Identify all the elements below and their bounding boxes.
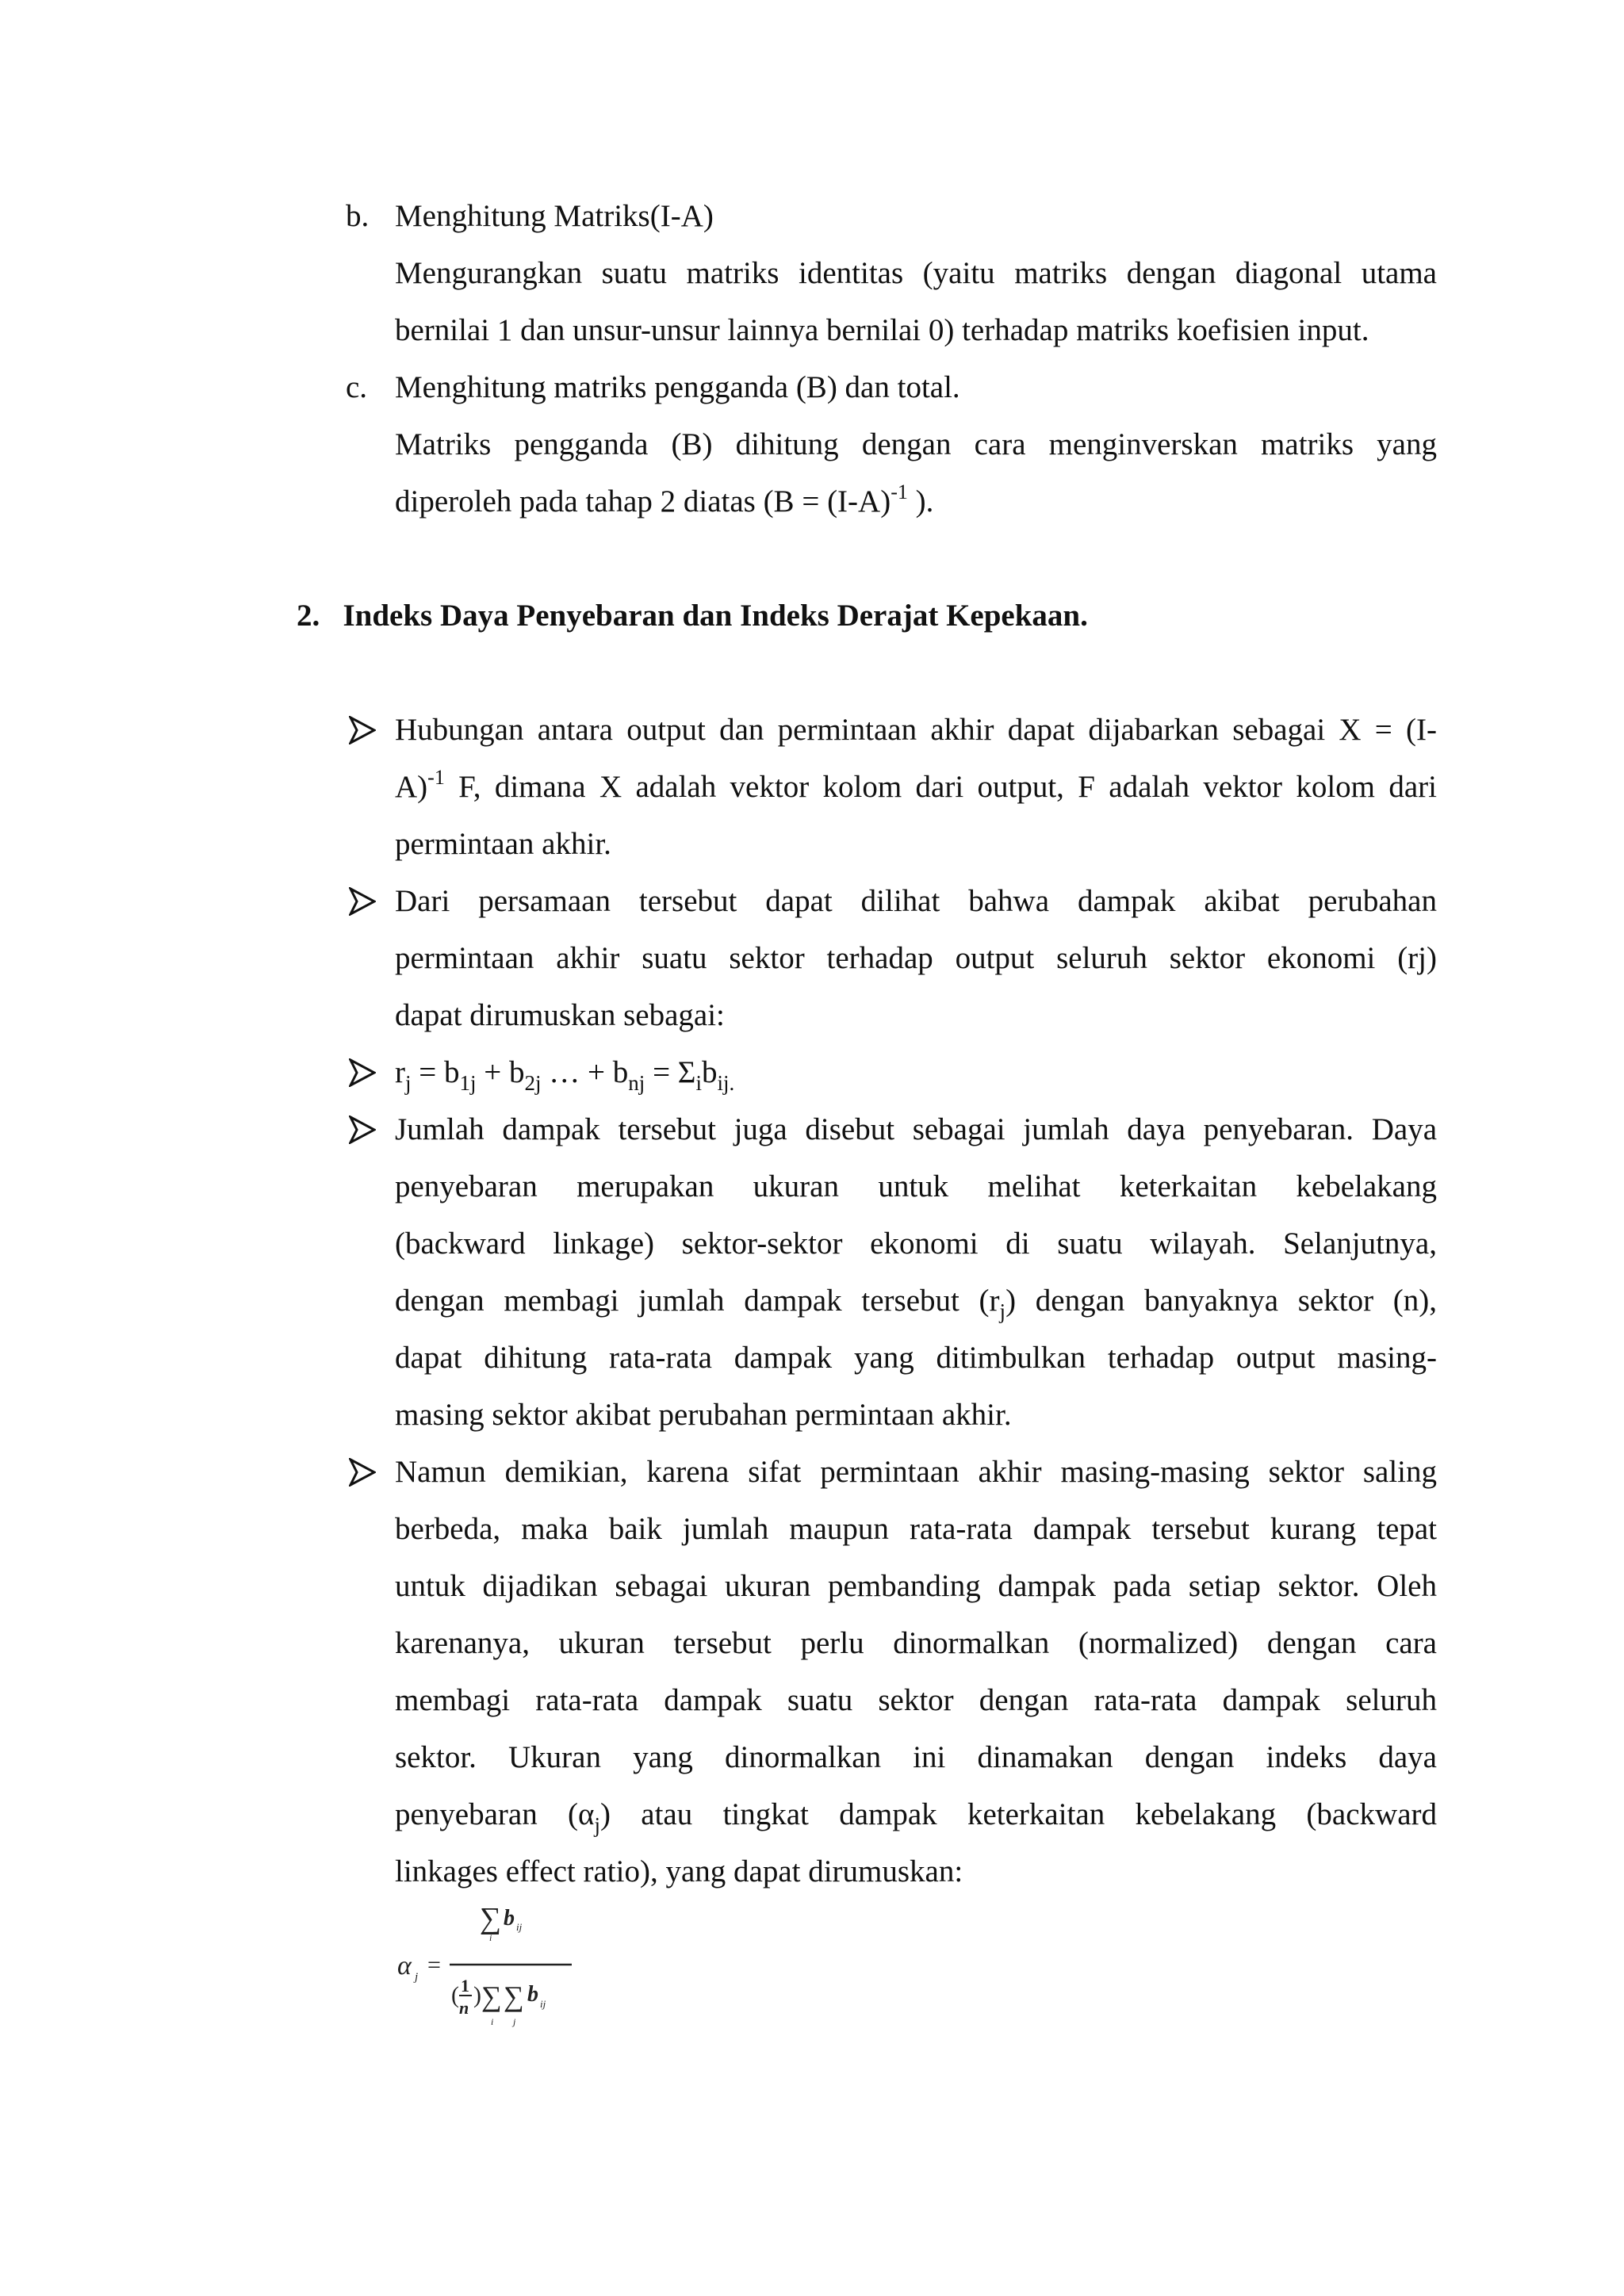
bullet-4-line-4: [395, 1281, 1437, 1323]
formula-alpha: α: [397, 1951, 412, 1980]
eq-plus-b: + b: [476, 1055, 525, 1089]
eq-sigma: = Σ: [645, 1055, 696, 1089]
eq-sub-i: i: [695, 1071, 703, 1095]
bullet-4-line-4-rest: ) dengan banyaknya sektor (n),: [1005, 1284, 1438, 1318]
eq-sub-nj: nj: [628, 1071, 645, 1095]
eq-b: b: [702, 1055, 718, 1089]
bullet-4-line-5: dapat dihitung rata-rata dampak yang ditimbulkan terhadap output masing-: [395, 1341, 1437, 1375]
bullet-4-line-1: Jumlah dampak tersebut juga disebut sebagai jumlah daya penyebaran. Daya: [395, 1112, 1437, 1146]
section-c-heading: Menghitung matriks pengganda (B) dan total.: [395, 370, 960, 404]
bullet-2-line-1: Dari persamaan tersebut dapat dilihat bahwa dampak akibat perubahan: [395, 884, 1437, 918]
arrowhead-bullet-icon: [349, 1058, 376, 1087]
bullet-4-line-3: (backward linkage) sektor-sektor ekonomi di suatu wilayah. Selanjutnya,: [395, 1226, 1437, 1261]
bullet-5-sub-j: j: [594, 1813, 600, 1837]
section-2-heading: 2. Indeks Daya Penyebaran dan Indeks Derajat Kepekaan.: [297, 599, 1088, 633]
bullet-1-line-2-start: A): [395, 770, 428, 804]
bullet-1-line-1: Hubungan antara output dan permintaan akhir dapat dijabarkan sebagai X = (I-: [395, 713, 1437, 747]
bullet-1-line-2: [395, 767, 1437, 810]
bullet-4-line-4-start: dengan membagi jumlah dampak tersebut (r: [395, 1284, 1000, 1318]
bullet-5-line-4: karenanya, ukuran tersebut perlu dinormalkan (normalized) dengan cara: [395, 1626, 1437, 1660]
bullet-5-line-1: Namun demikian, karena sifat permintaan akhir masing-masing sektor saling: [395, 1455, 1437, 1489]
formula-alpha-sub: j: [415, 1971, 419, 1984]
formula-den-b: b: [527, 1982, 538, 2007]
bullet-5-line-7-rest: ) atau tingkat dampak keterkaitan kebelakang (backward: [599, 1797, 1437, 1831]
arrowhead-bullet-icon: [349, 887, 376, 916]
bullet-5-line-6: sektor. Ukuran yang dinormalkan ini dinamakan dengan indeks daya: [395, 1740, 1437, 1774]
list-marker-c: c.: [346, 370, 368, 404]
formula-den-sigma-2-sub: j: [513, 2016, 516, 2027]
bullet-5-line-3: untuk dijadikan sebagai ukuran pembanding dampak pada setiap sektor. Oleh: [395, 1569, 1437, 1603]
section-b-heading: Menghitung Matriks(I-A): [395, 199, 714, 233]
formula-num-sigma: ∑: [480, 1902, 502, 1935]
formula-den-close-paren: ): [473, 1982, 481, 2008]
bullet-4-line-2: penyebaran merupakan ukuran untuk melihat keterkaitan kebelakang: [395, 1169, 1437, 1203]
bullet-1-line-2-rest: F, dimana X adalah vektor kolom dari output, F adalah vektor kolom dari: [444, 770, 1437, 804]
formula-equals: =: [427, 1952, 441, 1978]
bullet-3-equation: [395, 1053, 734, 1095]
eq-sub-1j: 1j: [459, 1071, 477, 1095]
bullet-2-line-3: dapat dirumuskan sebagai:: [395, 998, 725, 1032]
eq-equals-b: = b: [411, 1055, 460, 1089]
list-marker-b: b.: [346, 199, 370, 233]
section-b-line-1: Mengurangkan suatu matriks identitas (yaitu matriks dengan diagonal utama: [395, 256, 1437, 290]
bullet-5-line-8: linkages effect ratio), yang dapat dirumuskan:: [395, 1854, 963, 1888]
section-c-line-2-end: ).: [907, 484, 934, 519]
arrowhead-bullet-icon: [349, 1115, 376, 1144]
inverse-superscript: -1: [891, 480, 908, 503]
section-c-line-1: Matriks pengganda (B) dihitung dengan cara menginverskan matriks yang: [395, 427, 1437, 461]
arrowhead-bullet-icon: [349, 1458, 376, 1487]
formula-den-n: n: [459, 1998, 469, 2018]
bullet-2-line-2: permintaan akhir suatu sektor terhadap output seluruh sektor ekonomi (rj): [395, 941, 1437, 975]
formula-den-sigma-2: ∑: [504, 1980, 524, 2012]
formula-den-sigma-1: ∑: [481, 1980, 502, 2012]
daya-penyebaran-formula: [393, 1895, 583, 2030]
formula-den-sigma-1-sub: i: [491, 2016, 494, 2027]
eq-dots-b: … + b: [541, 1055, 629, 1089]
formula-den-open-paren: (: [451, 1982, 459, 2008]
eq-sub-ij: ij.: [717, 1071, 735, 1095]
eq-sub-j: j: [405, 1071, 412, 1095]
section-c-line-2: [395, 482, 933, 525]
bullet-1-superscript: -1: [427, 766, 445, 789]
bullet-4-sub-j: j: [999, 1299, 1006, 1323]
section-b-line-2: bernilai 1 dan unsur-unsur lainnya bernilai 0) terhadap matriks koefisien input.: [395, 313, 1369, 347]
bullet-4-line-6: masing sektor akibat perubahan permintaan akhir.: [395, 1398, 1012, 1432]
bullet-5-line-7-start: penyebaran (α: [395, 1797, 595, 1831]
section-c-line-2-text: diperoleh pada tahap 2 diatas (B = (I-A): [395, 484, 891, 519]
bullet-1-line-3: permintaan akhir.: [395, 827, 611, 861]
bullet-5-line-5: membagi rata-rata dampak suatu sektor dengan rata-rata dampak seluruh: [395, 1683, 1437, 1717]
bullet-5-line-7: [395, 1795, 1437, 1837]
bullet-5-line-2: berbeda, maka baik jumlah maupun rata-rata dampak tersebut kurang tepat: [395, 1512, 1437, 1546]
eq-r: r: [395, 1055, 405, 1089]
formula-num-b: b: [504, 1906, 515, 1931]
formula-den-b-sub: ij: [540, 1998, 546, 2010]
eq-sub-2j: 2j: [524, 1071, 542, 1095]
formula-num-b-sub: ij: [516, 1921, 523, 1933]
arrowhead-bullet-icon: [349, 716, 376, 744]
formula-num-sigma-sub: i: [489, 1932, 492, 1943]
formula-den-one: 1: [461, 1976, 469, 1996]
